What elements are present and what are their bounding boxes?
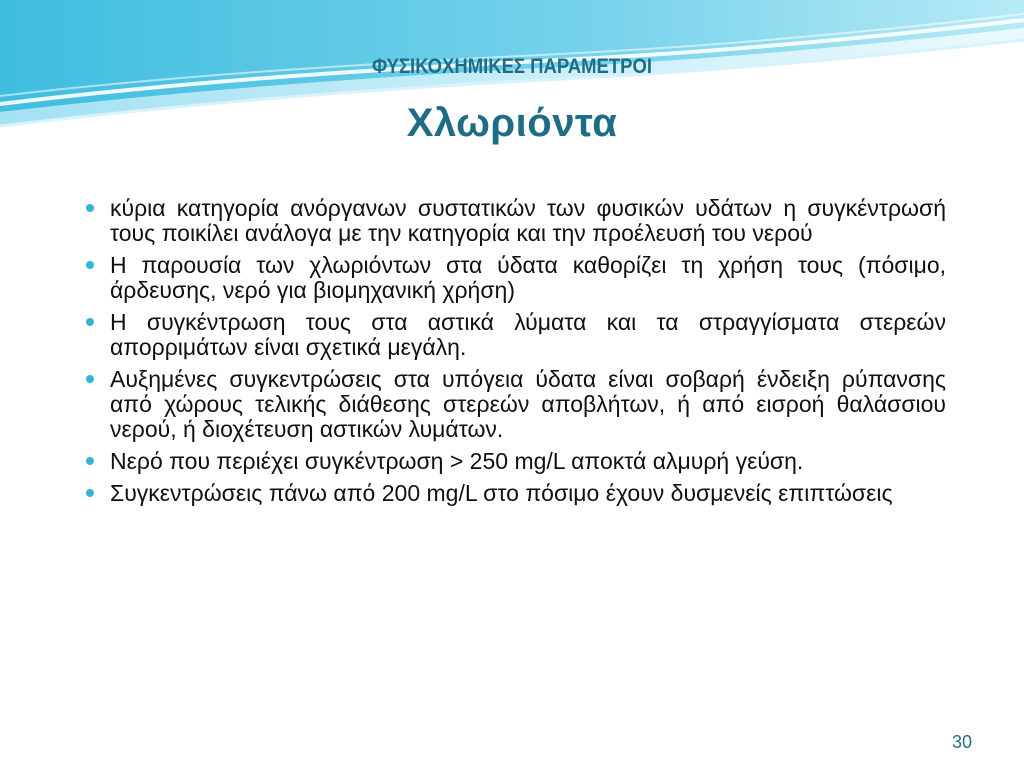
- bullet-text: Συγκεντρώσεις πάνω από 200 mg/L στο πόσιμο έχουν δυσμενείς επιπτώσεις: [110, 480, 893, 506]
- bullet-text: κύρια κατηγορία ανόργανων συστατικών των φυσικών υδάτων η συγκέντρωσή τους ποικίλει ανάλογα με την κατηγορία και την προέλευσή του νερού: [110, 195, 946, 246]
- bullet-text: Η συγκέντρωση τους στα αστικά λύματα και τα στραγγίσματα στερεών απορριμάτων είναι σχετικά μεγάλη.: [110, 309, 946, 360]
- bullet-item: [86, 367, 946, 442]
- page-number: 30: [951, 732, 972, 752]
- slide-subtitle: Χλωριόντα: [406, 101, 618, 145]
- bullet-item: [86, 481, 946, 506]
- bullet-item: [86, 253, 946, 303]
- title-block: [0, 52, 1024, 146]
- bullet-icon: [86, 318, 94, 326]
- bullet-icon: [86, 204, 94, 212]
- bullet-list: [86, 196, 946, 513]
- bullet-item: [86, 310, 946, 360]
- bullet-icon: [86, 375, 94, 383]
- bullet-text: Αυξημένες συγκεντρώσεις στα υπόγεια ύδατα είναι σοβαρή ένδειξη ρύπανσης από χώρους τελικής διάθεσης στερεών αποβλήτων, ή από εισροή θαλάσσιου νερού, ή διοχέτευση αστικών λυμάτων.: [110, 366, 946, 442]
- bullet-text: Νερό που περιέχει συγκέντρωση > 250 mg/L αποκτά αλμυρή γεύση.: [110, 448, 804, 474]
- bullet-item: [86, 196, 946, 246]
- bullet-icon: [86, 457, 94, 465]
- bullet-icon: [86, 261, 94, 269]
- slide-title: ΦΥΣΙΚΟΧΗΜΙΚΕΣ ΠΑΡΑΜΕΤΡΟΙ: [371, 55, 653, 78]
- bullet-text: Η παρουσία των χλωριόντων στα ύδατα καθορίζει τη χρήση τους (πόσιμο, άρδευσης, νερό για βιομηχανική χρήση): [110, 252, 946, 303]
- bullet-icon: [86, 489, 94, 497]
- bullet-item: [86, 449, 946, 474]
